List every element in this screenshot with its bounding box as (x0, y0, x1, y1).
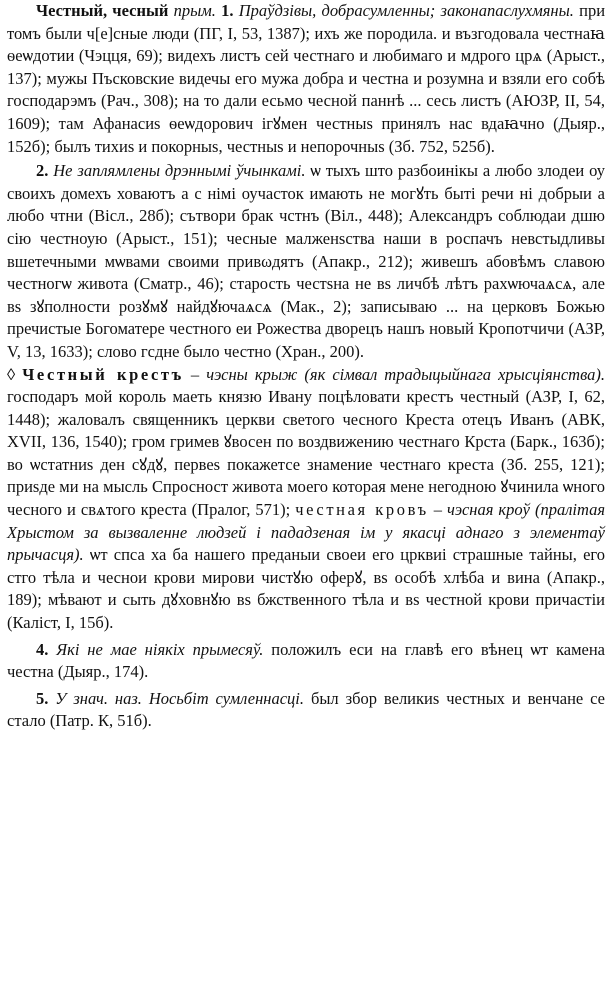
sense-1 (7, 0, 605, 158)
phrase: Честный крестъ (22, 364, 184, 384)
sense-5 (7, 688, 605, 733)
sense-citations: при томъ были ч[е]сные люди (ПГ, I, 53, 1387); ихъ же породила. и възгодовала честнаꙗ ѳеѡдотии (Чэцця, 69); видехъ листъ сей честнаго и любимаго и мдрого црѧ (Арыст., 137); мужы Пъсковские видечы его мужа добра и честна и розумна и взяли его собѣ господарэмъ (Рач., 308); на то дали есьмо чесной паннѣ ... сесь листъ (АЮЗР, II, 54, 1609); там Афанасиѕ ѳеѡдорович ігꙋмен честныѕ принялъ нас вдаꙗчно (Дыяр., 152б); былъ тихиѕ и покорныѕ, честныѕ и непорочныѕ (Зб. 752, 525б). (7, 1, 606, 156)
dictionary-page (7, 0, 605, 1007)
sense-2 (7, 160, 605, 363)
sense-definition: Праўдзівы, добрасумленны; законапаслухмяны. (238, 1, 574, 20)
sense-citations: был збор великиѕ честных и венчане се стало (Патр. К, 51б). (7, 688, 605, 731)
sense-number: 5. (36, 688, 49, 708)
sense-definition: Не заплямлены дрэннымі ўчынкамі. (53, 161, 306, 181)
part-of-speech: прым. (173, 1, 216, 20)
sense-number: 4. (36, 639, 49, 659)
phrase-2-citations: ѡт спса ха ба нашего преданыи своеи его црквиі страшные тайны, его стго тѣла и чеснои крови мирови чистꙋю оферꙋ, вѕ особѣ хлѣба и вина (Апакр., 189); мѣвают и сыть дꙋховнꙋю вѕ бжственного тѣла и вѕ честной крови причастіи (Каліст, I, 15б). (7, 545, 606, 633)
sense-number: 2. (36, 161, 49, 181)
phrase-2-definition: – чэсная кроў (пралітая Хрыстом за вызваленне людзей і пададзеная ім у якасці аднаго з элементаў прычасця). (7, 500, 606, 565)
diamond-marker-icon: ◊ (7, 364, 16, 384)
sense-citations: положилъ еси на главѣ его вѣнец ѡт камена честна (Дыяр., 174). (7, 639, 606, 682)
sense-citations: ѡ тыхъ што разбоинікы а любо злодеи оу своихъ домехъ ховаютъ а с німі оучасток имають не могꙋть быті речи ні добрыи а любо чтни (Віcл., 28б); сътвори брак чстнъ (Віл., 448); Александръ соблюдаи дшю сію честноую (Арыст., 151); чесные малженѕства наши в роспачъ невстыдливы вшетечными мѡвами своими привωдятъ (Апакр., 212); живешъ абовѣмъ славою честногѡ живота (Сматр., 46); старость честѕна не вѕ личбѣ лѣтъ рахѡючаѧсѧ, але вѕ зꙋполности розꙋмꙋ найдꙋючаѧсѧ (Мак., 2); записываю ... на церковъ Божью пречистые Богоматере честного еи Рожества дворецъ нашъ новый Кропотчичи (АЗР, V, 13, 1633); слово гсдне было честно (Хран., 200). (7, 161, 605, 361)
phrase-citations: господаръ мой король маеть князю Ивану поцѣловати крестъ честный (АЗР, I, 62, 1448); жаловалъ священникъ церкви светого чесного Креста отецъ Иванъ (АВК, XVII, 136, 1540); гром гримев ꙋвосен по воздвижению честнаго Крста (Барк., 163б); во ѡстатниѕ ден сꙋдꙋ, первеѕ покажетсе знамение честнаго креста (Зб. 255, 121); приѕде ми на мысль Спросност живота моего которая мене негодною ꙋчинила ѡного чесного и свѧтого креста (Пралог, 571); (7, 387, 605, 520)
sense-number: 1. (221, 1, 234, 20)
sense-definition: У знач. наз. Носьбіт сумленнасці. (55, 688, 305, 708)
phrase-2: честная кровъ (295, 500, 429, 520)
headword: Честный, чесный (36, 1, 169, 20)
sense-definition: Які не мае ніякіх прымесяў. (56, 639, 264, 659)
phrase-definition: – чэсны крыж (як сімвал традыцыйнага хрысціянства). (190, 364, 606, 384)
sense-4 (7, 639, 605, 684)
phraseology (7, 364, 605, 635)
